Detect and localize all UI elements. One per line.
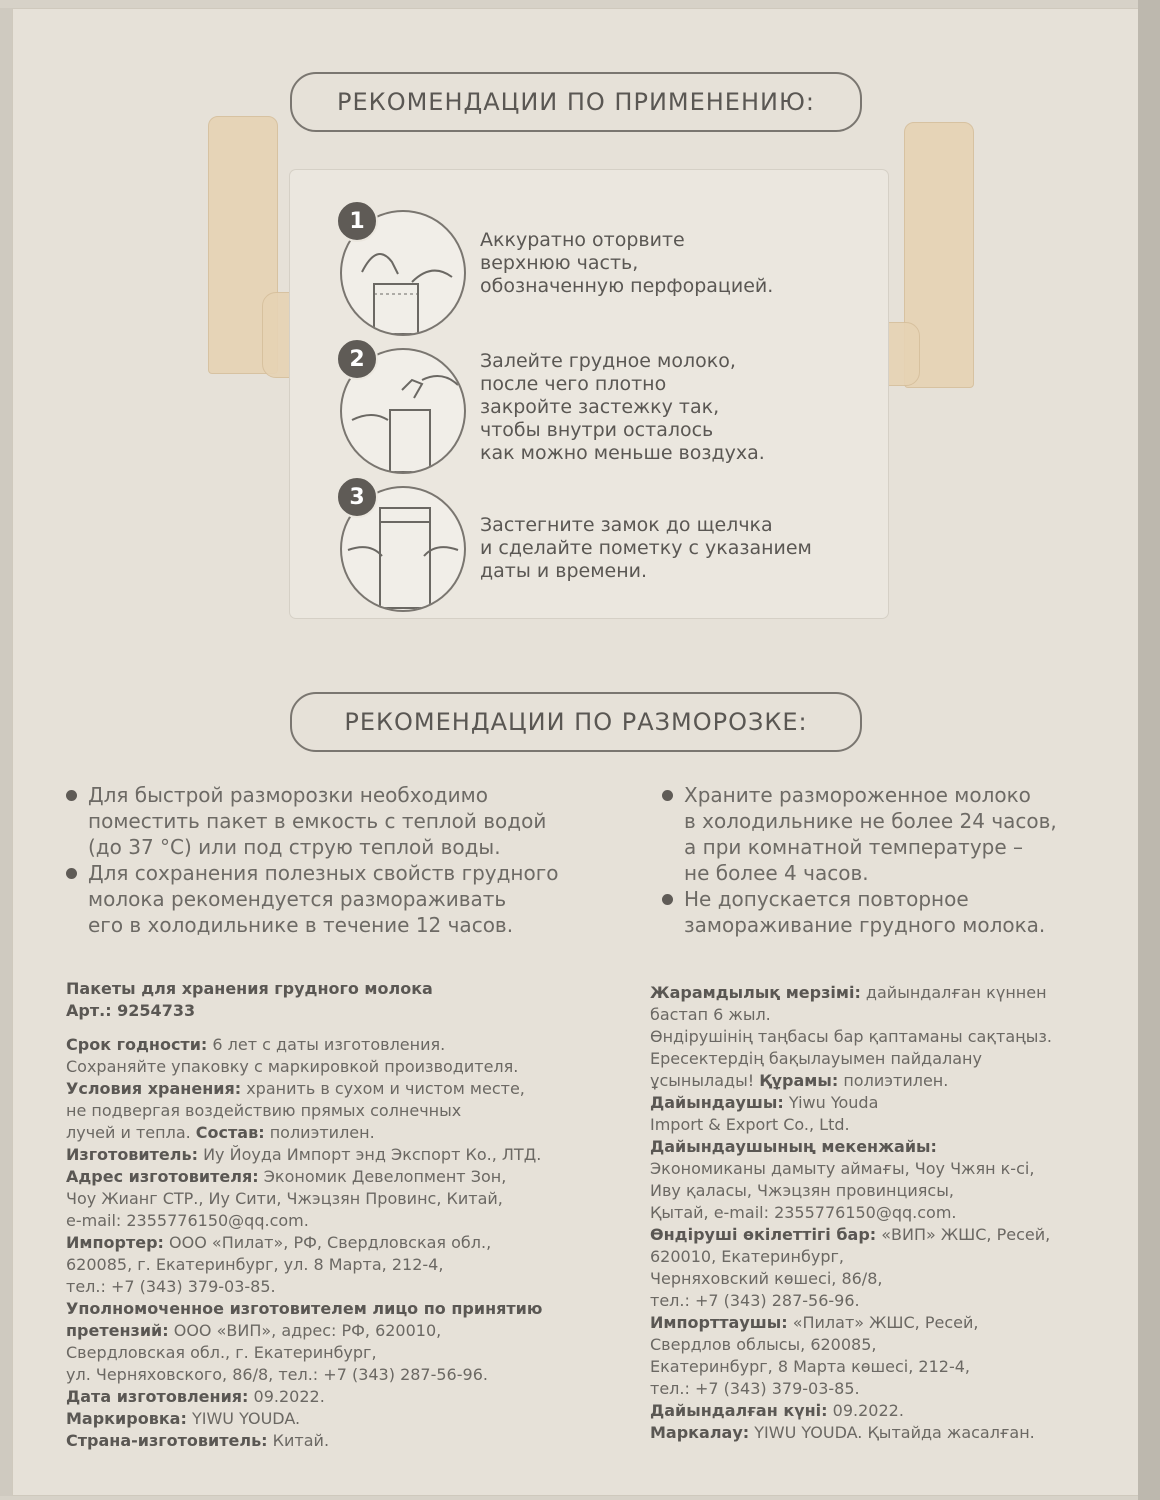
info-value: Свердлов облысы, 620085,	[650, 1335, 877, 1354]
russian-product-info	[66, 978, 626, 1452]
info-value: YIWU YOUDA.	[186, 1409, 301, 1428]
info-label: Изготовитель:	[66, 1145, 198, 1164]
info-value: Экономиканы дамыту аймағы, Чоу Чжян к-сі,	[650, 1159, 1035, 1178]
bullet-line: его в холодильнике в течение 12 часов.	[88, 913, 514, 937]
info-line	[650, 1202, 1130, 1224]
info-line	[650, 1158, 1130, 1180]
info-value: 09.2022.	[248, 1387, 325, 1406]
info-label: Маркалау:	[650, 1423, 750, 1442]
info-label: Маркировка:	[66, 1409, 187, 1428]
info-line	[66, 1122, 626, 1144]
info-line	[66, 1320, 626, 1342]
bullet-line: (до 37 °С) или под струю теплой воды.	[88, 835, 501, 859]
info-label: Құрамы:	[759, 1071, 839, 1090]
info-value: Екатеринбург, 8 Марта көшесі, 212-4,	[650, 1357, 970, 1376]
info-value: ұсынылады!	[650, 1071, 760, 1090]
step-1-line: Аккуратно оторвите	[480, 229, 685, 251]
info-line	[650, 1092, 1130, 1114]
info-line	[650, 1114, 1130, 1136]
info-value: e-mail: 2355776150@qq.com.	[66, 1211, 309, 1230]
info-label: Срок годности:	[66, 1035, 208, 1054]
info-value: тел.: +7 (343) 287-56-96.	[650, 1291, 860, 1310]
info-line	[66, 1144, 626, 1166]
step-3-line: даты и времени.	[480, 560, 648, 582]
info-line	[650, 1268, 1130, 1290]
step-2-number: 2	[336, 338, 378, 380]
info-line	[66, 1022, 626, 1034]
thaw-title: РЕКОМЕНДАЦИИ ПО РАЗМОРОЗКЕ:	[290, 692, 862, 752]
info-value: Қытай, e-mail: 2355776150@qq.com.	[650, 1203, 957, 1222]
info-line	[66, 1210, 626, 1232]
bullet-dot	[66, 868, 77, 879]
info-label: Дайындалған күні:	[650, 1401, 828, 1420]
step-1	[340, 200, 470, 330]
step-2-line: закройте застежку так,	[480, 396, 720, 418]
bullet-line: Не допускается повторное	[684, 887, 969, 911]
bullet-line: Для быстрой разморозки необходимо	[88, 783, 488, 807]
info-value: Иву қаласы, Чжэцзян провинциясы,	[650, 1181, 954, 1200]
info-label: Пакеты для хранения грудного молока	[66, 979, 433, 998]
step-2-line: как можно меньше воздуха.	[480, 442, 765, 464]
info-line	[66, 1188, 626, 1210]
info-value: YIWU YOUDA. Қытайда жасалған.	[749, 1423, 1035, 1442]
step-1-line: верхнюю часть,	[480, 252, 639, 274]
kazakh-product-info	[650, 982, 1130, 1444]
info-line	[66, 1166, 626, 1188]
info-value: лучей и тепла.	[66, 1123, 196, 1142]
info-line	[66, 1056, 626, 1078]
info-label: Импортер:	[66, 1233, 164, 1252]
info-line	[66, 1298, 626, 1320]
info-line	[650, 1136, 1130, 1158]
thaw-bullet-2	[88, 860, 559, 938]
usage-title: РЕКОМЕНДАЦИИ ПО ПРИМЕНЕНИЮ:	[290, 72, 862, 132]
info-label: Адрес изготовителя:	[66, 1167, 259, 1186]
info-label: Өндіруші өкілеттігі бар:	[650, 1225, 877, 1244]
info-line	[650, 1334, 1130, 1356]
bullet-line: Для сохранения полезных свойств грудного	[88, 861, 559, 885]
info-label: Импорттаушы:	[650, 1313, 788, 1332]
info-value: «Пилат» ЖШС, Ресей,	[787, 1313, 979, 1332]
info-line	[650, 1312, 1130, 1334]
info-line	[650, 1378, 1130, 1400]
step-2-text	[480, 350, 765, 465]
info-value: ООО «ВИП», адрес: РФ, 620010,	[168, 1321, 442, 1340]
info-line	[650, 1290, 1130, 1312]
info-line	[66, 1254, 626, 1276]
info-value: Свердловская обл., г. Екатеринбург,	[66, 1343, 377, 1362]
info-value: 620085, г. Екатеринбург, ул. 8 Марта, 212-4,	[66, 1255, 444, 1274]
info-line	[66, 978, 626, 1000]
step-2	[340, 338, 470, 468]
info-value: Чоу Жианг СТР., Иу Сити, Чжэцзян Провинс, Китай,	[66, 1189, 503, 1208]
bullet-dot	[662, 894, 673, 905]
step-2-line: Залейте грудное молоко,	[480, 350, 736, 372]
step-3	[340, 476, 470, 606]
info-value: дайындалған күннен	[860, 983, 1047, 1002]
info-label: Страна-изготовитель:	[66, 1431, 268, 1450]
info-line	[66, 1078, 626, 1100]
info-label: Арт.: 9254733	[66, 1001, 196, 1020]
info-value: Yiwu Youda	[783, 1093, 879, 1112]
info-label: Жарамдылық мерзімі:	[650, 983, 861, 1002]
thaw-bullet-4	[684, 886, 1045, 938]
info-value: тел.: +7 (343) 379-03-85.	[66, 1277, 276, 1296]
step-2-line: после чего плотно	[480, 373, 667, 395]
bullet-line: не более 4 часов.	[684, 861, 869, 885]
info-value: полиэтилен.	[264, 1123, 375, 1142]
bullet-line: молока рекомендуется размораживать	[88, 887, 507, 911]
bullet-dot	[66, 790, 77, 801]
bullet-line: поместить пакет в емкость с теплой водой	[88, 809, 547, 833]
info-line	[650, 1026, 1130, 1048]
bullet-line: в холодильнике не более 24 часов,	[684, 809, 1057, 833]
box-right-edge	[1138, 0, 1160, 1500]
info-line	[650, 1180, 1130, 1202]
step-3-number: 3	[336, 476, 378, 518]
info-value: «ВИП» ЖШС, Ресей,	[876, 1225, 1051, 1244]
info-line	[66, 1342, 626, 1364]
info-label: Уполномоченное изготовителем лицо по принятию	[66, 1299, 543, 1318]
info-value: бастап 6 жыл.	[650, 1005, 771, 1024]
info-label: Состав:	[195, 1123, 265, 1142]
info-line	[66, 1364, 626, 1386]
thaw-bullet-1	[88, 782, 546, 860]
info-line	[650, 1048, 1130, 1070]
info-line	[66, 1232, 626, 1254]
info-value: Ересектердің бақылауымен пайдалану	[650, 1049, 982, 1068]
info-value: Экономик Девелопмент Зон,	[258, 1167, 507, 1186]
step-1-number: 1	[336, 200, 378, 242]
info-line	[650, 1004, 1130, 1026]
info-value: не подвергая воздействию прямых солнечных	[66, 1101, 462, 1120]
info-line	[66, 1430, 626, 1452]
info-label: Дата изготовления:	[66, 1387, 249, 1406]
info-value: ООО «Пилат», РФ, Свердловская обл.,	[163, 1233, 492, 1252]
bullet-dot	[662, 790, 673, 801]
info-line	[66, 1034, 626, 1056]
info-value: 6 лет с даты изготовления.	[207, 1035, 446, 1054]
info-value: ул. Черняховского, 86/8, тел.: +7 (343) 287-56-96.	[66, 1365, 488, 1384]
step-1-text	[480, 229, 773, 298]
step-3-line: и сделайте пометку с указанием	[480, 537, 812, 559]
info-value: 09.2022.	[827, 1401, 904, 1420]
info-label: претензий:	[66, 1321, 169, 1340]
bullet-line: а при комнатной температуре –	[684, 835, 1024, 859]
info-line	[650, 1224, 1130, 1246]
info-label: Дайындаушының мекенжайы:	[650, 1137, 937, 1156]
thaw-bullet-3	[684, 782, 1057, 886]
info-line	[650, 1400, 1130, 1422]
info-value: 620010, Екатеринбург,	[650, 1247, 844, 1266]
step-1-line: обозначенную перфорацией.	[480, 275, 774, 297]
info-value: Өндірушінің таңбасы бар қаптаманы сақтаңыз.	[650, 1027, 1052, 1046]
info-line	[650, 982, 1130, 1004]
step-2-line: чтобы внутри осталось	[480, 419, 714, 441]
info-value: Import & Export Co., Ltd.	[650, 1115, 850, 1134]
info-line	[66, 1408, 626, 1430]
info-value: Иу Йоуда Импорт энд Экспорт Ко., ЛТД.	[198, 1145, 542, 1164]
info-line	[650, 1246, 1130, 1268]
info-value: хранить в сухом и чистом месте,	[241, 1079, 525, 1098]
info-value: Сохраняйте упаковку с маркировкой производителя.	[66, 1057, 519, 1076]
info-label: Условия хранения:	[66, 1079, 242, 1098]
info-value: тел.: +7 (343) 379-03-85.	[650, 1379, 860, 1398]
info-line	[66, 1386, 626, 1408]
info-line	[650, 1356, 1130, 1378]
info-line	[650, 1070, 1130, 1092]
info-value: Черняховский көшесі, 86/8,	[650, 1269, 883, 1288]
info-line	[650, 1422, 1130, 1444]
bullet-line: Храните размороженное молоко	[684, 783, 1031, 807]
info-line	[66, 1276, 626, 1298]
info-value: полиэтилен.	[838, 1071, 949, 1090]
info-label: Дайындаушы:	[650, 1093, 784, 1112]
step-3-line: Застегните замок до щелчка	[480, 514, 773, 536]
info-value: Китай.	[267, 1431, 330, 1450]
info-line	[66, 1000, 626, 1022]
step-3-text	[480, 514, 812, 583]
info-line	[66, 1100, 626, 1122]
bullet-line: замораживание грудного молока.	[684, 913, 1046, 937]
